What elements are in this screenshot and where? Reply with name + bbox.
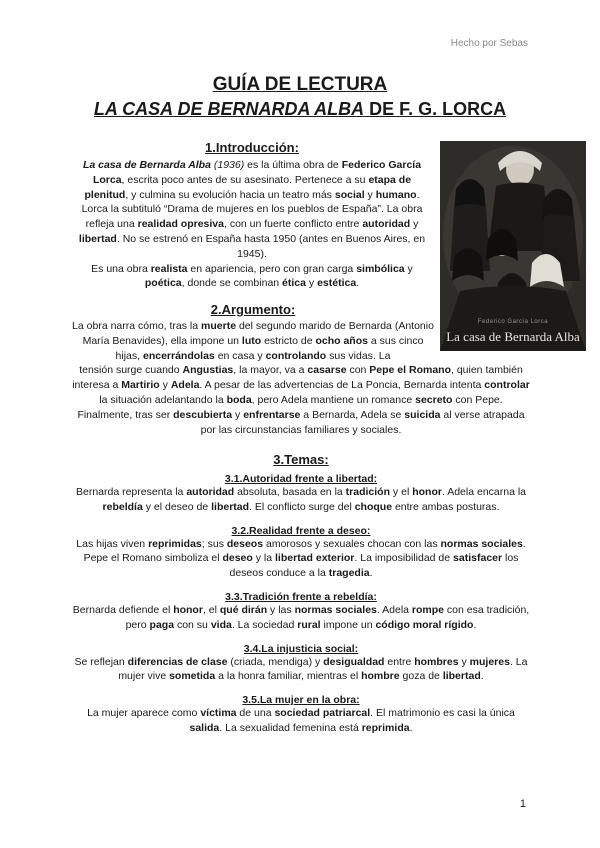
emphasis-text: hombre (361, 670, 400, 683)
emphasis-text: deseo (222, 552, 253, 565)
emphasis-text: hombres (414, 655, 459, 668)
text-run: al verse atrapada por las circunstancias familiares y sociales. (200, 408, 525, 436)
emphasis-text: realista (150, 262, 188, 275)
text-run: a sus cinco hijas, (115, 334, 424, 362)
page-title: GUÍA DE LECTURA (212, 74, 388, 95)
section-argument (72, 302, 530, 437)
text-run: . Lorca la subtituló “Drama de mujeres en los pueblos de España”. La obra refleja una (81, 188, 423, 231)
emphasis-text: reprimida (361, 721, 410, 734)
text-run: del segundo marido de Bernarda (Antonio María Benavides), ella impone un (82, 320, 434, 347)
text-run: entre ambas posturas. (392, 500, 500, 513)
emphasis-text: vida (210, 618, 232, 631)
text-run: . La sociedad (231, 618, 298, 631)
emphasis-text: Angustias (182, 364, 234, 377)
emphasis-text: boda (226, 393, 252, 406)
text-run: , quien también interesa a (72, 364, 523, 392)
text-run: Bernarda defiende el (72, 603, 174, 616)
text-run: y las (267, 603, 295, 616)
text-run: . (480, 670, 484, 683)
emphasis-text: normas sociales (440, 537, 523, 550)
paragraph (72, 363, 530, 437)
cover-title: La casa de Bernarda Alba (446, 329, 580, 344)
text-run: . (473, 618, 477, 631)
emphasis-text: etapa de plenitud (84, 173, 412, 201)
emphasis-text: víctima (200, 707, 237, 720)
emphasis-text: diferencias de clase (127, 655, 228, 668)
section-introduction (72, 140, 432, 291)
emphasis-text: controlando (265, 349, 327, 362)
text-run: y (305, 277, 318, 290)
text-run: , escrita poco antes de su asesinato. Pertenece a su (121, 173, 369, 186)
text-run: La mujer aparece como (87, 707, 201, 720)
text-run: con Pepe. Finalmente, tras ser (77, 393, 503, 421)
emphasis-text: poética (144, 277, 182, 290)
text-run: y el (390, 486, 413, 498)
emphasis-text: libertad exterior (275, 552, 355, 565)
paragraph (72, 706, 530, 736)
text-run: a Bernarda, Adela se (300, 408, 405, 421)
text-run: amorosos y sexuales chocan con las (263, 537, 441, 550)
emphasis-text: sociedad patriarcal (274, 707, 371, 720)
text-run: , la mayor, va a (233, 364, 308, 377)
emphasis-text: libertad (211, 500, 250, 513)
text-run: . A pesar de las advertencias de La Poncia, Bernarda intenta (199, 379, 485, 392)
work-title: LA CASA DE BERNARDA ALBA (93, 99, 365, 119)
emphasis-text: social (334, 188, 365, 201)
emphasis-text: simbólica (356, 262, 405, 275)
text-run: , pero Adela mantiene un romance (251, 393, 416, 406)
emphasis-text: rompe (411, 603, 444, 616)
text-run: . Pepe el Romano simboliza el (83, 537, 526, 565)
text-run: . (369, 567, 373, 580)
emphasis-text: qué dirán (219, 603, 268, 616)
text-run: . La imposibilidad de (354, 552, 454, 565)
paragraph (72, 158, 432, 262)
emphasis-text: mujeres (469, 655, 510, 668)
text-run: y la (252, 552, 276, 565)
text-run: . (356, 277, 360, 290)
page-subtitle (0, 99, 600, 120)
emphasis-text: tragedia (328, 567, 370, 580)
emphasis-text: secreto (415, 393, 453, 406)
emphasis-text: suicida (404, 408, 441, 421)
text-run: . La sexualidad femenina está (219, 721, 362, 734)
text-run: (criada, mendiga) y (227, 655, 324, 668)
text-run: , con un fuerte conflicto entre (223, 218, 363, 231)
emphasis-text: normas sociales (294, 603, 377, 616)
emphasis-text: paga (149, 618, 175, 631)
text-run: entre (384, 655, 415, 668)
emphasis-text: controlar (484, 379, 530, 392)
emphasis-text: Martirio (121, 379, 160, 392)
text-run: . La mujer vive (118, 655, 528, 683)
text-run: y (458, 655, 470, 668)
emphasis-text: libertad (78, 232, 117, 245)
emphasis-text: descubierta (173, 408, 233, 421)
emphasis-text: (1936) (213, 159, 245, 171)
paragraph (72, 537, 530, 581)
text-run: . Adela (376, 603, 412, 616)
paragraph (72, 603, 530, 633)
section-heading: 1.Introducción: (205, 140, 299, 155)
emphasis-text: reprimidas (148, 537, 202, 550)
paragraph (72, 319, 434, 363)
subsection-heading: 3.5.La mujer en la obra: (242, 694, 360, 707)
text-run: y (364, 188, 376, 201)
emphasis-text: ética (282, 277, 306, 290)
text-run: tensión surge cuando (79, 364, 183, 377)
emphasis-text: autoridad (186, 486, 235, 498)
emphasis-text: autoridad (362, 218, 411, 231)
text-run: con esa tradición, pero (125, 603, 530, 631)
text-run: y (159, 379, 171, 392)
text-run: la situación adelantando la (99, 393, 227, 406)
emphasis-text: rebeldía (102, 500, 143, 513)
text-run: de una (236, 707, 275, 720)
emphasis-text: código moral rígido (375, 618, 474, 631)
subsection-heading: 3.4.La injusticia social: (243, 642, 359, 655)
text-run: . Adela encarna la (441, 486, 527, 498)
paragraph (72, 262, 432, 292)
emphasis-text: La casa de Bernarda Alba (82, 159, 211, 171)
emphasis-text: satisfacer (453, 552, 503, 565)
text-run: Se reflejan (74, 655, 128, 668)
emphasis-text: ocho años (315, 334, 368, 347)
text-run: . No se estrenó en España hasta 1950 (antes en Buenos Aires, en 1945). (116, 232, 426, 260)
text-run: y el deseo de (142, 500, 212, 513)
text-run: . El conflicto surge del (249, 500, 355, 513)
text-run: a la honra familiar, mientras el (215, 670, 362, 683)
subsection-heading: 3.3.Tradición frente a rebeldía: (225, 590, 377, 603)
emphasis-text: rural (297, 618, 321, 631)
text-run: impone un (320, 618, 376, 631)
text-run: y (404, 262, 413, 275)
paragraph (72, 485, 530, 515)
text-run: y (410, 218, 419, 231)
emphasis-text: Federico García Lorca (92, 159, 422, 186)
emphasis-text: Pepe el Romano (369, 364, 451, 377)
emphasis-text: honor (173, 603, 203, 616)
emphasis-text: muerte (201, 320, 237, 332)
emphasis-text: enfrentarse (243, 408, 301, 421)
emphasis-text: sometida (169, 670, 216, 683)
emphasis-text: estética (317, 277, 357, 290)
text-run: , el (202, 603, 220, 616)
text-run: La obra narra cómo, tras la (72, 320, 202, 332)
text-run: goza de (399, 670, 443, 683)
section-heading: 2.Argumento: (210, 302, 296, 317)
text-run: ; sus (201, 537, 227, 550)
emphasis-text: Adela (170, 379, 200, 392)
emphasis-text: encerrándolas (142, 349, 215, 362)
cover-author: Federico García Lorca (477, 319, 549, 325)
text-run: los deseos conduce a la (229, 552, 519, 580)
text-run: absoluta, basada en la (234, 486, 346, 498)
text-run: . El matrimonio es casi la única (370, 707, 515, 720)
emphasis-text: deseos (226, 537, 264, 550)
text-run: Las hijas viven (76, 537, 149, 550)
text-run: sus vidas. La (326, 349, 391, 362)
emphasis-text: luto (241, 334, 262, 347)
section-heading: 3.Temas: (273, 452, 329, 467)
text-run: , donde se combinan (181, 277, 283, 290)
emphasis-text: libertad (442, 670, 481, 683)
text-run: y (232, 408, 244, 421)
emphasis-text: honor (412, 486, 442, 498)
text-run: con su (174, 618, 211, 631)
text-run: en casa y (214, 349, 266, 362)
text-run: , y culmina su evolución hacia un teatro más (125, 188, 335, 201)
emphasis-text: salida (189, 721, 220, 734)
work-author: DE F. G. LORCA (364, 99, 507, 119)
subsection-heading: 3.2.Realidad frente a deseo: (231, 524, 371, 537)
emphasis-text: humano (375, 188, 417, 201)
emphasis-text: realidad opresiva (137, 218, 224, 231)
section-themes (72, 452, 530, 736)
text-run: Bernarda representa la (75, 486, 187, 498)
emphasis-text: choque (354, 500, 393, 513)
page-number: 1 (519, 798, 526, 810)
text-run: estricto de (261, 334, 316, 347)
text-run: en apariencia, pero con gran carga (187, 262, 357, 275)
text-run: Es una obra (91, 262, 151, 275)
paragraph (72, 655, 530, 685)
subsection-heading: 3.1.Autoridad frente a libertad: (224, 473, 378, 485)
author-credit: Hecho por Sebas (450, 38, 528, 49)
emphasis-text: tradición (345, 486, 391, 498)
text-run: es la última obra de (244, 159, 342, 171)
emphasis-text: casarse (307, 364, 347, 377)
text-run: con (346, 364, 370, 377)
emphasis-text: desigualdad (323, 655, 385, 668)
text-run: . (409, 721, 413, 734)
